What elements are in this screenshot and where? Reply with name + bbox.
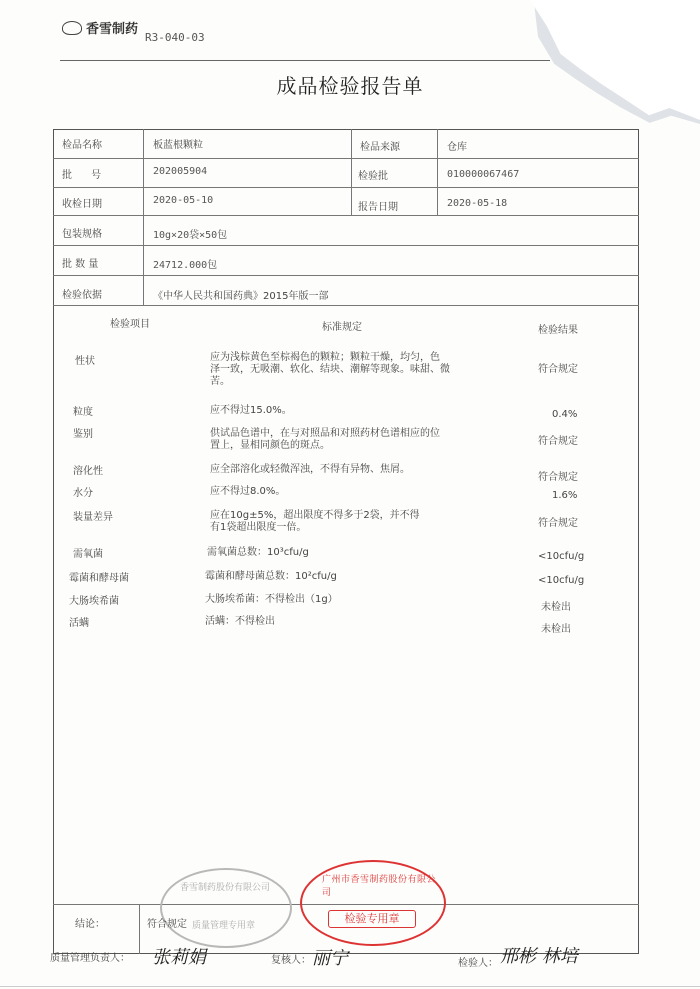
result-standard: 大肠埃希菌：不得检出（1g） xyxy=(205,594,338,605)
reviewer-label: 复核人： xyxy=(271,955,311,966)
result-value: 1.6% xyxy=(552,490,578,501)
result-standard: 应不得过15.0%。 xyxy=(210,405,292,416)
result-value: 0.4% xyxy=(552,409,578,420)
conclusion-value: 符合规定 xyxy=(147,919,187,930)
source-value: 仓库 xyxy=(447,142,467,153)
result-column-header: 检验结果 xyxy=(538,325,578,336)
page-title: 成品检验报告单 xyxy=(276,74,424,98)
item-column-header: 检验项目 xyxy=(110,319,150,330)
result-standard: 应在10g±5%，超出限度不得多于2袋，并不得 有1袋超出限度一倍。 xyxy=(210,510,420,533)
basis-value: 《中华人民共和国药典》2015年版一部 xyxy=(153,291,329,302)
header-rule xyxy=(60,60,550,61)
result-item: 霉菌和酵母菌 xyxy=(69,573,129,584)
result-item: 活螨 xyxy=(69,618,89,629)
quantity-value: 24712.000包 xyxy=(153,260,218,271)
result-item: 装量差异 xyxy=(73,512,113,523)
inspection-batch-label: 检验批 xyxy=(358,171,388,182)
result-standard: 供试品色谱中，在与对照品和对照药材色谱相应的位 置上，显相同颜色的斑点。 xyxy=(210,428,440,451)
logo-icon xyxy=(62,21,82,35)
result-value: 符合规定 xyxy=(538,472,578,483)
result-item: 鉴别 xyxy=(73,429,93,440)
result-item: 大肠埃希菌 xyxy=(69,596,119,607)
column-divider xyxy=(437,129,438,215)
inspection-batch-value: 010000067467 xyxy=(447,169,520,180)
result-item: 粒度 xyxy=(73,407,93,418)
spec-label: 包装规格 xyxy=(62,229,102,240)
result-standard: 霉菌和酵母菌总数：10²cfu/g xyxy=(205,571,337,582)
report-table xyxy=(53,129,639,954)
result-standard: 应为浅棕黄色至棕褐色的颗粒；颗粒干燥，均匀，色 泽一致，无吸潮、软化、结块、潮解等现象。味甜、微 苦。 xyxy=(210,352,450,387)
inspection-stamp: 广州市香雪制药股份有限公司 检验专用章 xyxy=(300,860,446,946)
batch-value: 202005904 xyxy=(153,166,208,177)
result-item: 溶化性 xyxy=(73,466,103,477)
inspector-label: 检验人： xyxy=(458,958,498,969)
row-divider xyxy=(53,275,639,276)
result-item: 性状 xyxy=(75,356,95,367)
report-date-value: 2020-05-18 xyxy=(447,198,508,209)
product-name-value: 板蓝根颗粒 xyxy=(153,140,203,151)
document-code: R3-040-03 xyxy=(145,31,205,44)
qa-signature: 张莉娟 xyxy=(152,947,206,968)
result-value: <10cfu/g xyxy=(538,575,585,586)
reviewer-signature: 丽宁 xyxy=(312,948,348,969)
row-divider xyxy=(53,245,639,246)
qa-label: 质量管理负责人： xyxy=(50,953,130,964)
result-standard: 活螨：不得检出 xyxy=(205,616,275,627)
inspector-signature: 邢彬 林培 xyxy=(500,946,578,967)
row-divider xyxy=(53,215,639,216)
report-date-label: 报告日期 xyxy=(358,202,398,213)
result-item: 水分 xyxy=(73,488,93,499)
spec-value: 10g×20袋×50包 xyxy=(153,230,228,241)
quality-stamp: 香雪制药股份有限公司 质量管理专用章 xyxy=(160,868,292,948)
result-value: 符合规定 xyxy=(538,518,578,529)
column-divider xyxy=(139,904,140,954)
result-value: 符合规定 xyxy=(538,364,578,375)
company-logo xyxy=(62,18,138,37)
row-divider xyxy=(53,305,639,306)
quantity-label: 批 数 量 xyxy=(62,259,99,270)
result-standard: 应不得过8.0%。 xyxy=(210,486,286,497)
batch-label: 批 号 xyxy=(62,170,102,181)
page-edge xyxy=(0,986,700,987)
logo-text: 香雪制药 xyxy=(86,22,139,37)
result-item: 需氧菌 xyxy=(73,549,103,560)
result-standard: 需氧菌总数：10³cfu/g xyxy=(207,547,309,558)
row-divider xyxy=(53,158,639,159)
receive-date-label: 收检日期 xyxy=(62,199,102,210)
result-value: 符合规定 xyxy=(538,436,578,447)
result-standard: 应全部溶化或轻微浑浊，不得有异物、焦屑。 xyxy=(210,464,410,475)
receive-date-value: 2020-05-10 xyxy=(153,195,214,206)
standard-column-header: 标准规定 xyxy=(322,322,362,333)
column-divider xyxy=(143,129,144,305)
basis-label: 检验依据 xyxy=(62,290,102,301)
result-value: 未检出 xyxy=(541,602,571,613)
row-divider xyxy=(53,187,639,188)
product-name-label: 检品名称 xyxy=(62,140,102,151)
source-label: 检品来源 xyxy=(360,142,400,153)
result-value: 未检出 xyxy=(541,624,571,635)
column-divider xyxy=(351,129,352,215)
conclusion-label: 结论： xyxy=(75,919,105,930)
result-value: <10cfu/g xyxy=(538,551,585,562)
